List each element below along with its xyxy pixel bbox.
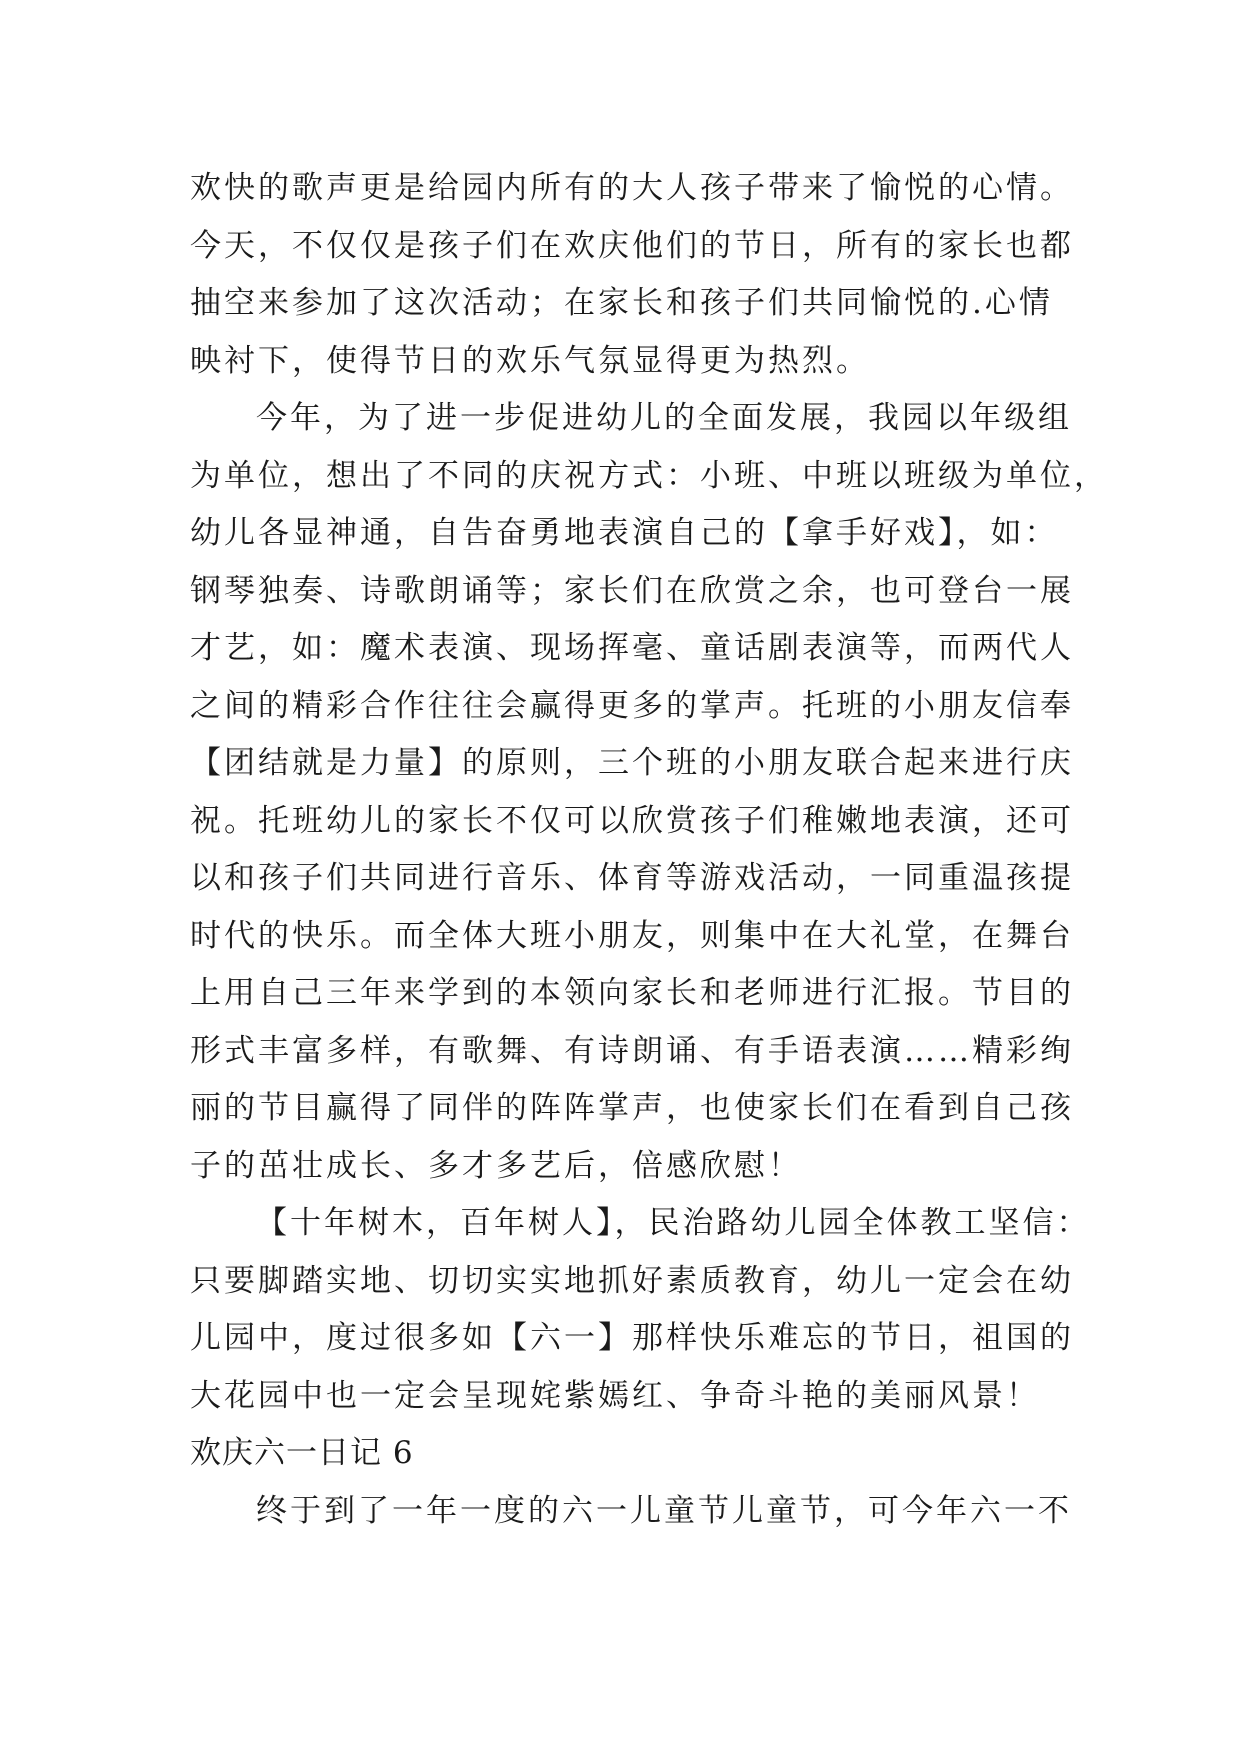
text-line: 丽的节目赢得了同伴的阵阵掌声，也使家长们在看到自己孩: [190, 1090, 1074, 1126]
text-line: 抽空来参加了这次活动；在家长和孩子们共同愉悦的.心情: [190, 285, 1053, 321]
text-line: 钢琴独奏、诗歌朗诵等；家长们在欣赏之余，也可登台一展: [190, 572, 1074, 609]
text-line: 祝。托班幼儿的家长不仅可以欣赏孩子们稚嫩地表演，还可: [190, 802, 1074, 839]
text-line: 上用自己三年来学到的本领向家长和老师进行汇报。节目的: [190, 975, 1074, 1011]
text-line: 形式丰富多样，有歌舞、有诗朗诵、有手语表演……精彩绚: [190, 1032, 1074, 1069]
text-line: 只要脚踏实地、切切实实地抓好素质教育，幼儿一定会在幼: [190, 1262, 1074, 1299]
paragraph-start-line: 终于到了一年一度的六一儿童节儿童节，可今年六一不: [256, 1492, 1072, 1529]
text-line: 以和孩子们共同进行音乐、体育等游戏活动，一同重温孩提: [190, 860, 1074, 896]
text-line: 今天，不仅仅是孩子们在欢庆他们的节日，所有的家长也都: [190, 227, 1074, 264]
text-line: 之间的精彩合作往往会赢得更多的掌声。托班的小朋友信奉: [190, 687, 1074, 724]
text-line: 子的茁壮成长、多才多艺后，倍感欣慰！: [190, 1147, 802, 1184]
text-line: 欢快的歌声更是给园内所有的大人孩子带来了愉悦的心情。: [190, 170, 1074, 206]
text-line: 映衬下，使得节日的欢乐气氛显得更为热烈。: [190, 342, 870, 379]
text-line: 为单位，想出了不同的庆祝方式：小班、中班以班级为单位，: [190, 457, 1108, 494]
paragraph-start-line: 【十年树木，百年树人】，民治路幼儿园全体教工坚信：: [256, 1205, 1091, 1241]
text-line: 【团结就是力量】的原则，三个班的小朋友联合起来进行庆: [190, 745, 1074, 781]
text-line: 幼儿各显神通，自告奋勇地表演自己的【拿手好戏】，如：: [190, 515, 1059, 551]
paragraph-start-line: 今年，为了进一步促进幼儿的全面发展，我园以年级组: [256, 400, 1072, 436]
section-heading: 欢庆六一日记 6: [190, 1435, 414, 1471]
text-line: 时代的快乐。而全体大班小朋友，则集中在大礼堂，在舞台: [190, 917, 1074, 954]
text-line: 大花园中也一定会呈现姹紫嫣红、争奇斗艳的美丽风景！: [190, 1377, 1040, 1414]
document-body: [190, 160, 1108, 1540]
text-line: 才艺，如：魔术表演、现场挥毫、童话剧表演等，而两代人: [190, 630, 1074, 666]
text-line: 儿园中，度过很多如【六一】那样快乐难忘的节日，祖国的: [190, 1320, 1074, 1356]
